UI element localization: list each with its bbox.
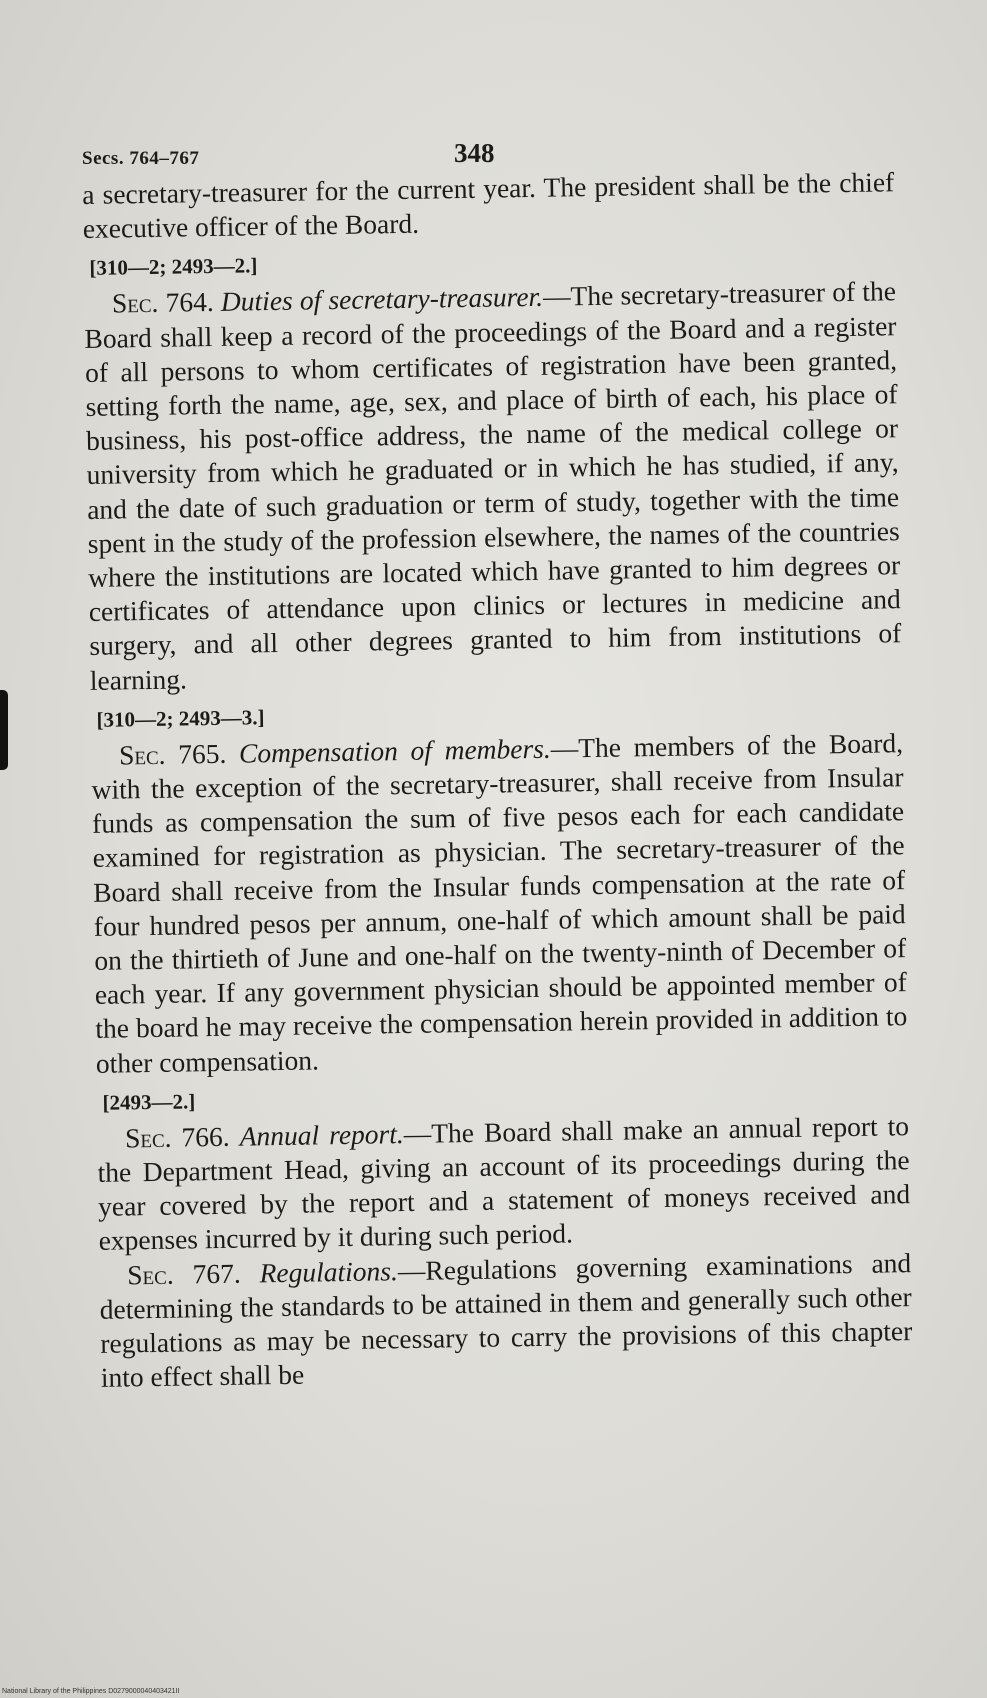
section-body: —The secretary-treasurer of the Board shall keep a record of the proceedings of the Board and a register of all persons to whom certificates of registration have been granted, setting forth the name, age, sex, and place of birth of each, his place of business, his post-office address, the name of the medical college or university from which he graduated or in which he has studied, if any, and the date of such graduation or term of study, together with the time spent in the study of the profession elsewhere, the names of the countries where the institutions are located which have granted to him degrees or certificates of attendance upon clinics or lectures in medicine and surgery, and all other degrees granted to him from institutions of learning. (84, 275, 902, 696)
page-number: 348 (454, 138, 495, 168)
section-heading: Annual report. (239, 1117, 404, 1152)
section-range: Secs. 764–767 (82, 148, 200, 169)
section-767 (99, 1246, 913, 1396)
opening-paragraph: a secretary-treasurer for the current year. The president shall be the chief executive officer of the Board. (82, 166, 895, 245)
section-765 (91, 726, 908, 1081)
section-label: Sec. 767. (126, 1257, 241, 1291)
section-body: —The Board shall make an annual report to the Department Head, giving an account of its proceedings during the year covered by the report and a statement of moneys received and expenses incurred by it during such period. (97, 1110, 911, 1257)
section-label: Sec. 766. (124, 1120, 230, 1154)
citation-764: [310—2; 2493—2.] (89, 253, 258, 281)
section-766 (97, 1109, 911, 1259)
section-body: —Regulations governing examinations and determining the standards to be attained in them and generally such other regulations as may be necessary to carry the provisions of this chapter into effect shall be (99, 1246, 913, 1394)
section-label: Sec. 765. (118, 737, 227, 771)
body-text (82, 165, 913, 1395)
binding-clip-mark (0, 690, 8, 770)
section-764 (84, 275, 902, 698)
section-body: —The members of the Board, with the exception of the secretary-treasurer, shall receive from Insular funds as compensation the sum of five pesos each for each candidate examined for registration as physician. The secretary-treasurer of the Board shall receive from the Insular funds compensation at the rate of four hundred pesos per annum, one-half of which amount shall be paid on the thirtieth of June and one-half on the twenty-ninth of December of each year. If any government physician should be appointed member of the board he may receive the compensation herein provided in addition to other compensation. (91, 727, 908, 1079)
citation-765: [310—2; 2493—3.] (96, 705, 265, 732)
section-heading: Compensation of members. (238, 732, 551, 769)
section-heading: Regulations. (259, 1254, 399, 1289)
section-label: Sec. 764. (111, 286, 214, 319)
section-heading: Duties of secretary-treasurer. (220, 281, 544, 318)
citation-766: [2493—2.] (102, 1089, 196, 1115)
archive-footer: National Library of the Philippines D0279000040403421II (2, 1688, 180, 1695)
